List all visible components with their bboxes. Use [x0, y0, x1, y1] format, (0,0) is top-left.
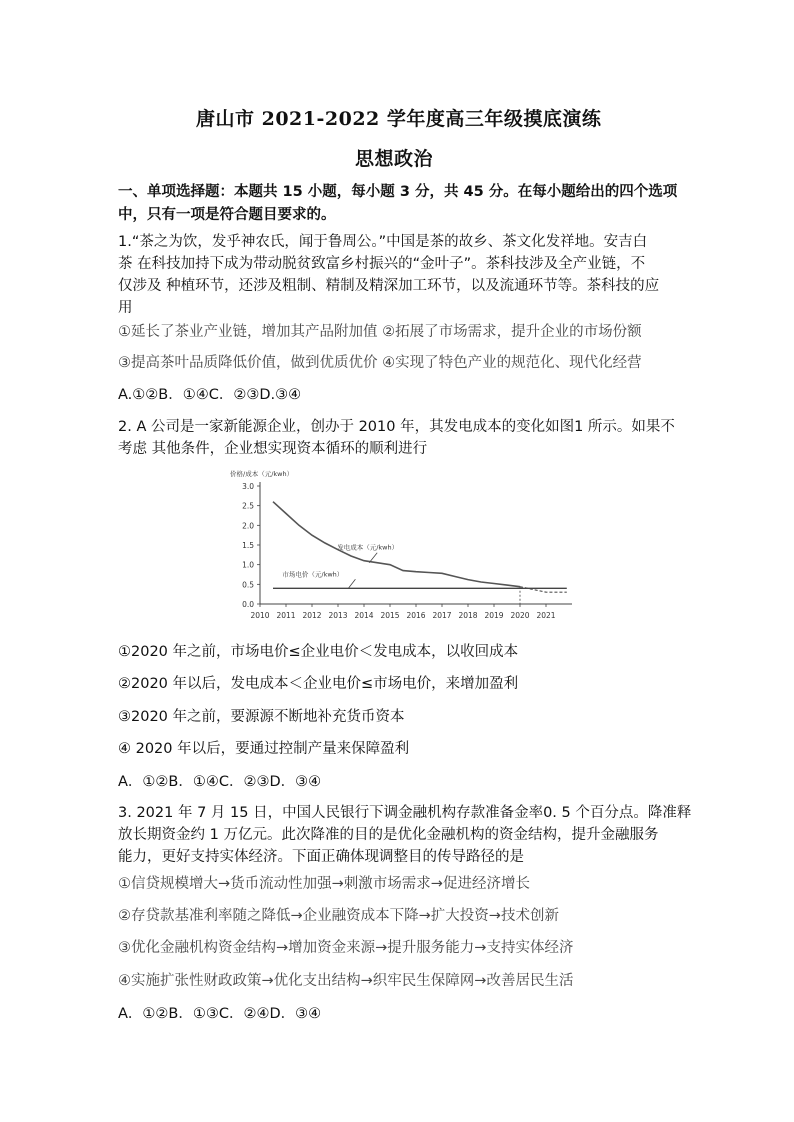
x-tick-label: 2019	[484, 611, 504, 620]
cost-price-chart	[226, 464, 588, 626]
y-tick-label: 0.0	[242, 600, 254, 609]
y-axis-label: 价格/成本（元/kwh）	[230, 470, 294, 478]
market-series-label: 市场电价（元/kwh）	[282, 570, 344, 579]
cost-series-label: 发电成本（元/kwh）	[337, 543, 399, 552]
q3-option-4: ④实施扩张性财政政策→优化支出结构→织牢民生保障网→改善居民生活	[118, 973, 574, 989]
q1-stem-line-4: 用	[118, 300, 133, 316]
q3-choices: A．①②B．①③C．②④D．③④	[118, 1006, 322, 1022]
y-tick-label: 0.5	[242, 580, 254, 590]
section-heading-line-2: 中，只有一项是符合题目要求的。	[118, 207, 336, 223]
q3-stem-line-1: 3. 2021 年 7 月 15 日，中国人民银行下调金融机构存款准备金率0. 5 个百分点。降准释	[118, 805, 692, 821]
q2-option-4: ④ 2020 年以后，要通过控制产量来保障盈利	[118, 741, 410, 757]
x-tick-label: 2020	[510, 611, 530, 620]
y-tick-label: 2.5	[242, 501, 254, 511]
q3-option-3: ③优化金融机构资金结构→增加资金来源→提升服务能力→支持实体经济	[118, 940, 574, 956]
x-tick-label: 2016	[406, 611, 426, 620]
q2-option-1: ①2020 年之前，市场电价≤企业电价＜发电成本，以收回成本	[118, 644, 519, 660]
q3-option-1: ①信贷规模增大→货币流动性加强→刺激市场需求→促进经济增长	[118, 876, 530, 892]
q3-option-2: ②存贷款基准利率随之降低→企业融资成本下降→扩大投资→技术创新	[118, 908, 559, 924]
x-tick-label: 2012	[302, 611, 322, 620]
x-tick-label: 2015	[380, 611, 400, 620]
q2-stem-line-2: 考虑 其他条件，企业想实现资本循环的顺利进行	[118, 441, 428, 457]
subject-title: 思想政治	[355, 148, 434, 170]
x-tick-label: 2011	[276, 611, 296, 620]
q3-stem-line-2: 放长期资金约 1 万亿元。此次降准的目的是优化金融机构的资金结构，提升金融服务	[118, 827, 659, 843]
series-line-cost-projection	[520, 587, 567, 593]
x-tick-label: 2013	[328, 611, 348, 620]
x-tick-label: 2014	[354, 611, 374, 620]
exam-title: 唐山市 2021-2022 学年度高三年级摸底演练	[196, 108, 602, 130]
section-heading-line-1: 一、单项选择题：本题共 15 小题，每小题 3 分，共 45 分。在每小题给出的四个选项	[118, 184, 678, 200]
q1-stem-line-1: 1.“茶之为饮，发乎神农氏，闻于鲁周公。”中国是茶的故乡、茶文化发祥地。安吉白	[118, 234, 648, 250]
y-tick-label: 2.0	[242, 521, 254, 531]
q3-stem-line-3: 能力，更好支持实体经济。下面正确体现调整目的传导路径的是	[118, 849, 524, 865]
x-tick-label: 2018	[458, 611, 478, 620]
x-tick-label: 2010	[250, 611, 270, 620]
x-tick-label: 2017	[432, 611, 452, 620]
y-tick-label: 1.5	[242, 541, 254, 550]
q1-stem-line-3: 仅涉及 种植环节，还涉及粗制、精制及精深加工环节，以及流通环节等。茶科技的应	[118, 278, 660, 294]
q2-option-3: ③2020 年之前，要源源不断地补充货币资本	[118, 709, 405, 725]
q2-option-2: ②2020 年以后，发电成本＜企业电价≤市场电价，来增加盈利	[118, 676, 519, 692]
market-annotation-arrow	[348, 579, 355, 588]
y-tick-label: 3.0	[242, 482, 254, 491]
q1-stem-line-2: 茶 在科技加持下成为带动脱贫致富乡村振兴的“金叶子”。茶科技涉及全产业链，不	[118, 256, 646, 272]
q2-choices: A．①②B．①④C．②③D．③④	[118, 774, 322, 790]
q1-option-line-1: ①延长了茶业产业链，增加其产品附加值 ②拓展了市场需求，提升企业的市场份额	[118, 324, 642, 340]
q1-choices: A.①②B．①④C．②③D.③④	[118, 387, 302, 403]
x-tick-label: 2021	[536, 611, 556, 620]
q1-option-line-2: ③提高茶叶品质降低价值，做到优质优价 ④实现了特色产业的规范化、现代化经营	[118, 355, 642, 371]
cost-annotation-arrow	[369, 553, 377, 563]
y-tick-label: 1.0	[242, 560, 254, 570]
q2-stem-line-1: 2. A 公司是一家新能源企业，创办于 2010 年，其发电成本的变化如图1 所示。如果不	[118, 419, 675, 435]
